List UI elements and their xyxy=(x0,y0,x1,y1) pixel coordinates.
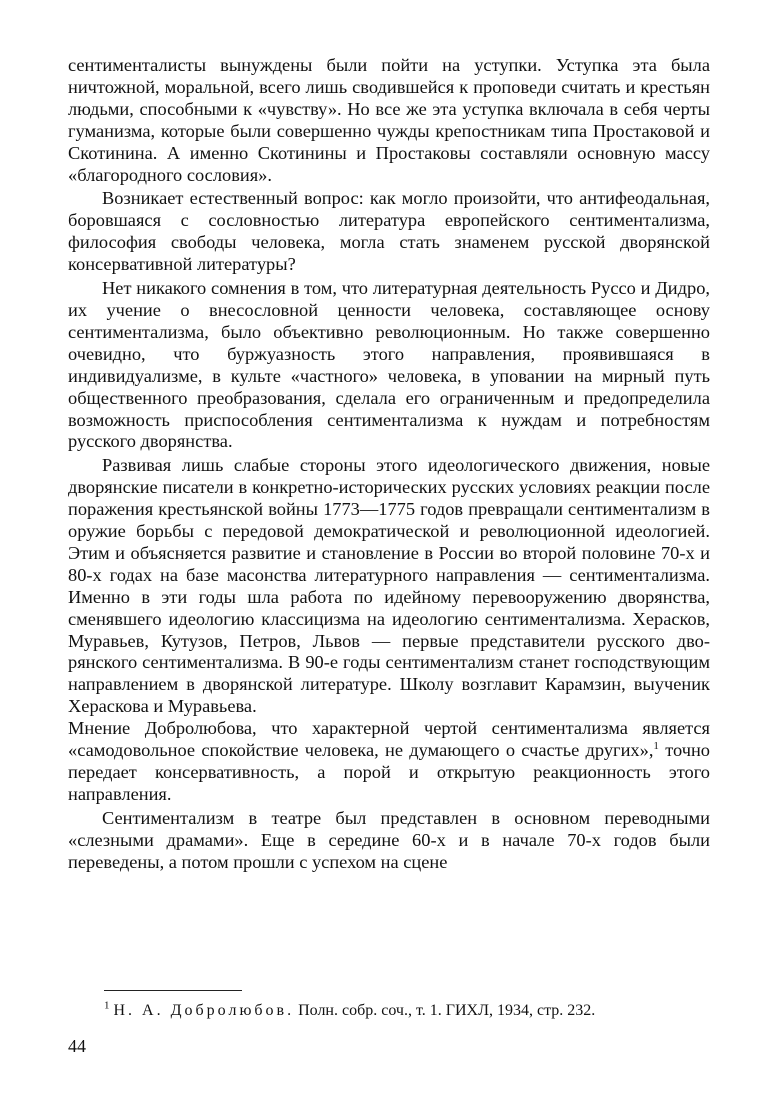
footnote-marker: 1 xyxy=(104,999,110,1012)
footnote-text: Полн. собр. соч., т. 1. ГИХЛ, 1934, стр. 232. xyxy=(294,1002,596,1019)
quote-text-after: точно передает консервативность, а порой и открытую реакционность этого направления. xyxy=(68,740,710,804)
paragraph-3: Нет никакого сомнения в том, что литературная деятельность Руссо и Дидро, их учение о внесословной ценности человека, составляющее основу сентиментализма, было объективно революционным. Но также совершенно очевидно, что буржуазность этого направления, проявившаяся в индивидуализме, в культе «частного» человека, в уповании на мирный путь общественного преобразования, сделала его ограниченным и предопределила возможность приспособления сентиментализма к нуждам и потребностям русского дворянства. xyxy=(68,278,710,452)
page-body xyxy=(68,55,710,874)
footnote-divider xyxy=(104,990,242,991)
quote-text-before: Мнение Добролюбова, что характерной чертой сентиментализма является «самодовольное спокойствие человека, не думающего о счастье других», xyxy=(68,718,710,761)
paragraph-2: Возникает естественный вопрос: как могло произойти, что антифеодальная, боровшаяся с сословностью литература европейского сентиментализма, философия свободы человека, могла стать знаменем русской дворянской консервативной литературы? xyxy=(68,188,710,275)
paragraph-1: сентименталисты вынуждены были пойти на уступки. Уступка эта была ничтожной, моральной, всего лишь сводившейся к проповеди считать и крестьян людьми, способными к «чувству». Но все же эта уступка включала в себя черты гуманизма, которые были совершенно чужды крепостникам типа Простаковой и Скотинина. А именно Скотинины и Простаковы составляли основную массу «благородного сословия». xyxy=(68,55,710,185)
paragraph-5: Сентиментализм в театре был представлен в основном переводными «слезными драмами». Еще в середине 60-х и в начале 70-х годов были переведены, а потом прошли с успехом на сцене xyxy=(68,807,710,872)
footnote-ref: 1 xyxy=(653,739,659,752)
paragraph-4-continued xyxy=(68,718,710,806)
page-number: 44 xyxy=(68,1036,86,1056)
footnote-author: Н. А. Добролюбов. xyxy=(113,1002,295,1019)
footnote xyxy=(104,1001,710,1021)
paragraph-4: Развивая лишь слабые стороны этого идеологического движения, новые дворянские писатели в конкретно-исторических русских условиях реакции после поражения крестьянской войны 1773—1775 годов превращали сентиментализм в оружие борьбы с передовой демократической и революционной идеологией. Этим и объясняется развитие и становление в России во второй половине 70-х и 80-х годах на базе масонства литературного направления — сентиментализма. Именно в эти годы шла работа по идейному перевооружению дворянства, сменявшего идеологию классицизма на идеологию сентиментализма. Херасков, Муравьев, Кутузов, Петров, Львов — первые представители русского дворянского сентиментализма. В 90-е годы сентиментализм станет господствующим направлением в дворянской литературе. Школу возглавит Карамзин, выученик Хераскова и Муравьева. xyxy=(68,455,710,717)
